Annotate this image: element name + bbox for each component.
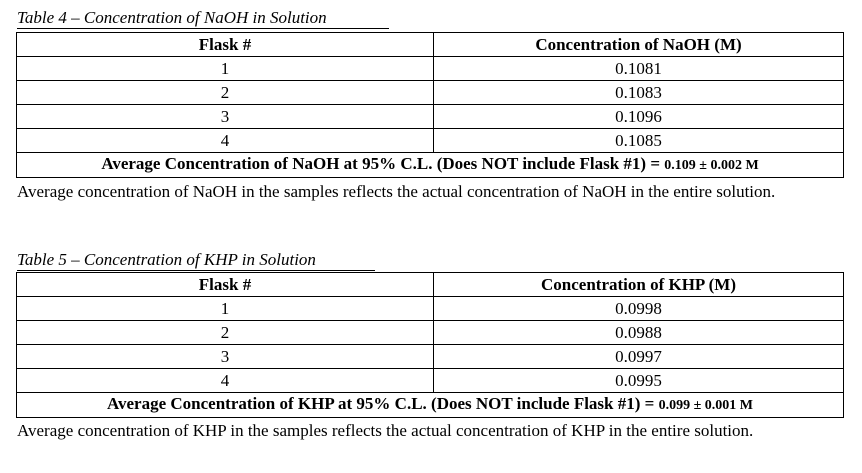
table4-concentration-cell: 0.1083 [434,81,844,105]
table5-concentration-cell: 0.0995 [434,369,844,393]
table4-header-concentration: Concentration of NaOH (M) [434,33,844,57]
table5-flask-cell: 1 [17,297,434,321]
table4-concentration-cell: 0.1096 [434,105,844,129]
table-row [17,105,844,129]
table4-flask-cell: 2 [17,81,434,105]
table5-average-cell [17,393,844,418]
table4-caption-rule [17,28,389,29]
table4-flask-cell: 3 [17,105,434,129]
table4-concentration-cell: 0.1081 [434,57,844,81]
table4-average-cell [17,153,844,178]
table-row [17,321,844,345]
table4-average-value: 0.109 ± 0.002 M [664,158,759,173]
table4-note: Average concentration of NaOH in the samples reflects the actual concentration of NaOH in the entire solution. [17,182,776,201]
table-row [17,129,844,153]
table4-concentration-cell: 0.1085 [434,129,844,153]
table-row [17,57,844,81]
table5-flask-cell: 3 [17,345,434,369]
table5-header-row [17,273,844,297]
table5-concentration-cell: 0.0988 [434,321,844,345]
table5-concentration-cell: 0.0997 [434,345,844,369]
table5-caption: Table 5 – Concentration of KHP in Solution [17,250,316,269]
table4-average-label: Average Concentration of NaOH at 95% C.L. (Does NOT include Flask #1) = [101,154,661,173]
table5-average-row [17,393,844,418]
table-row [17,345,844,369]
table-row [17,369,844,393]
table5-concentration-cell: 0.0998 [434,297,844,321]
table5-header-concentration: Concentration of KHP (M) [434,273,844,297]
table5-flask-cell: 2 [17,321,434,345]
table4-flask-cell: 1 [17,57,434,81]
table4-header-flask: Flask # [17,33,434,57]
table4-average-row [17,153,844,178]
table-row [17,297,844,321]
table5-note: Average concentration of KHP in the samples reflects the actual concentration of KHP in the entire solution. [17,421,754,440]
table5-average-label: Average Concentration of KHP at 95% C.L. (Does NOT include Flask #1) = [106,394,655,413]
table5-caption-rule [17,270,375,271]
table5-flask-cell: 4 [17,369,434,393]
table5-header-flask: Flask # [17,273,434,297]
table4-header-row [17,33,844,57]
table4-flask-cell: 4 [17,129,434,153]
table5-average-value: 0.099 ± 0.001 M [658,398,754,413]
table5 [16,272,844,418]
table4 [16,32,844,178]
table-row [17,81,844,105]
table4-caption: Table 4 – Concentration of NaOH in Solution [17,8,327,27]
